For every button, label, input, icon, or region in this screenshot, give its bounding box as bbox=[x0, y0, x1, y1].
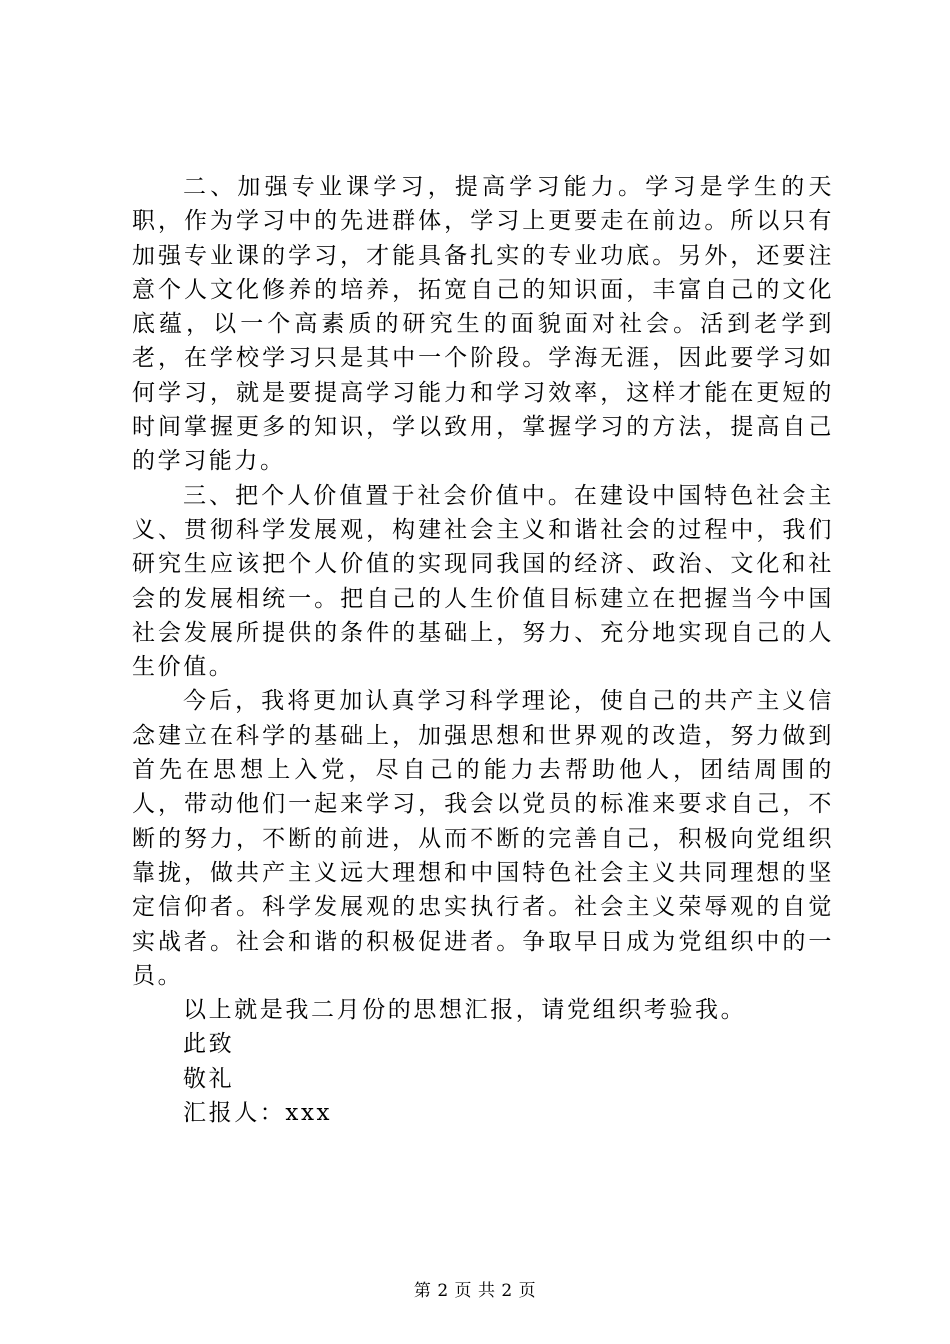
paragraph-future-commitment: 今后，我将更加认真学习科学理论，使自己的共产主义信念建立在科学的基础上，加强思想和世界观的改造，努力做到首先在思想上入党，尽自己的能力去帮助他人，团结周围的人，带动他们一起来学习，我会以党员的标准来要求自己，不断的努力，不断的前进，从而不断的完善自己，积极向党组织靠拢，做共产主义远大理想和中国特色社会主义共同理想的坚定信仰者。科学发展观的忠实执行者。社会主义荣辱观的自觉实战者。社会和谐的积极促进者。争取早日成为党组织中的一员。 bbox=[132, 688, 834, 989]
closing-salutation: 此致 bbox=[183, 1031, 235, 1058]
reporter-signature: 汇报人：xxx bbox=[183, 1100, 333, 1127]
paragraph-personal-value: 三、把个人价值置于社会价值中。在建设中国特色社会主义、贯彻科学发展观，构建社会主义和谐社会的过程中，我们研究生应该把个人价值的实现同我国的经济、政治、文化和社会的发展相统一。把自己的人生价值目标建立在把握当今中国社会发展所提供的条件的基础上，努力、充分地实现自己的人生价值。 bbox=[132, 482, 834, 681]
page-number-footer: 第 2 页 共 2 页 bbox=[413, 1281, 537, 1301]
paragraph-professional-study: 二、加强专业课学习，提高学习能力。学习是学生的天职，作为学习中的先进群体，学习上更要走在前边。所以只有加强专业课的学习，才能具备扎实的专业功底。另外，还要注意个人文化修养的培养，拓宽自己的知识面，丰富自己的文化底蕴，以一个高素质的研究生的面貌面对社会。活到老学到老，在学校学习只是其中一个阶段。学海无涯，因此要学习如何学习，就是要提高学习能力和学习效率，这样才能在更短的时间掌握更多的知识，学以致用，掌握学习的方法，提高自己的学习能力。 bbox=[132, 174, 834, 475]
paragraph-summary: 以上就是我二月份的思想汇报，请党组织考验我。 bbox=[183, 997, 747, 1024]
document-body bbox=[132, 170, 834, 1130]
closing-regards: 敬礼 bbox=[183, 1065, 235, 1092]
